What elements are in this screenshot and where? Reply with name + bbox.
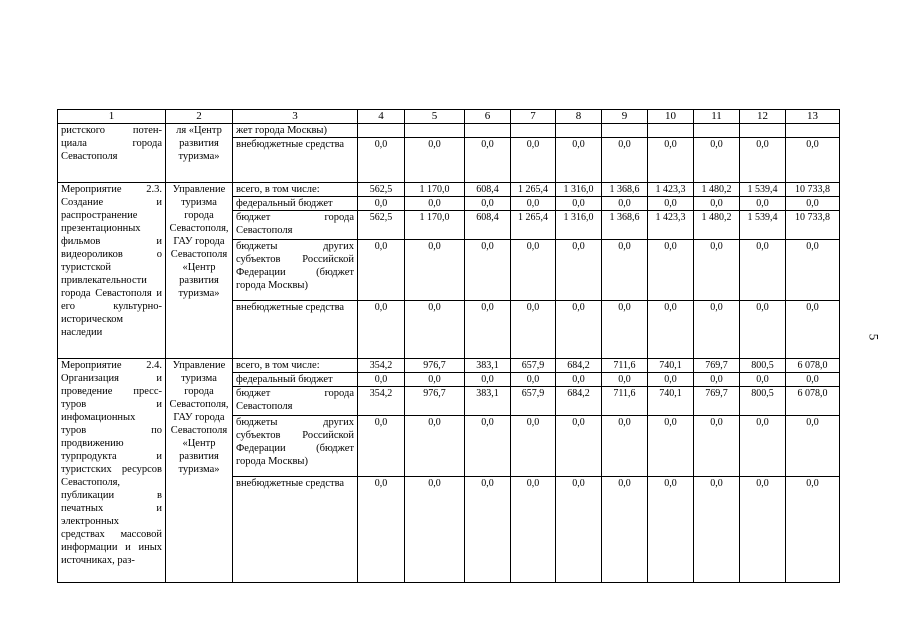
value-cell: 0,0 — [405, 138, 465, 183]
value-cell: 0,0 — [556, 240, 602, 301]
value-cell: 0,0 — [358, 477, 405, 583]
funding-source-cell: внебюджетные средства — [233, 138, 358, 183]
value-cell: 0,0 — [358, 373, 405, 387]
value-cell — [358, 124, 405, 138]
value-cell: 0,0 — [648, 373, 694, 387]
header-cell: 9 — [602, 110, 648, 124]
value-cell — [405, 124, 465, 138]
header-cell: 10 — [648, 110, 694, 124]
value-cell: 0,0 — [511, 240, 556, 301]
measure-cell: Мероприятие 2.3. Создание и распространение презентационных фильмов и видеороликов о туристской привлекательности города Севастополя и его культурно-историческом наследии — [58, 183, 166, 359]
value-cell: 0,0 — [694, 197, 740, 211]
value-cell: 0,0 — [511, 301, 556, 359]
value-cell: 0,0 — [694, 416, 740, 477]
value-cell — [465, 124, 511, 138]
value-cell: 0,0 — [465, 138, 511, 183]
value-cell: 0,0 — [602, 138, 648, 183]
value-cell: 0,0 — [556, 416, 602, 477]
value-cell: 0,0 — [405, 477, 465, 583]
value-cell: 0,0 — [786, 197, 840, 211]
value-cell — [786, 124, 840, 138]
funding-source-cell: внебюджетные средства — [233, 477, 358, 583]
header-cell: 13 — [786, 110, 840, 124]
header-cell: 1 — [58, 110, 166, 124]
value-cell: 0,0 — [405, 373, 465, 387]
executor-cell: Управление туризма города Севастополя, ГАУ города Севастополя «Центр развития туризма» — [166, 183, 233, 359]
funding-source-cell: внебюджетные средства — [233, 301, 358, 359]
value-cell: 1 265,4 — [511, 183, 556, 197]
value-cell: 562,5 — [358, 211, 405, 240]
value-cell — [602, 124, 648, 138]
value-cell: 0,0 — [556, 301, 602, 359]
value-cell: 0,0 — [511, 477, 556, 583]
header-cell: 5 — [405, 110, 465, 124]
value-cell: 1 170,0 — [405, 211, 465, 240]
value-cell: 0,0 — [405, 416, 465, 477]
funding-source-cell: бюджет города Севастополя — [233, 387, 358, 416]
header-cell: 7 — [511, 110, 556, 124]
value-cell: 0,0 — [602, 477, 648, 583]
value-cell: 383,1 — [465, 359, 511, 373]
value-cell: 608,4 — [465, 211, 511, 240]
value-cell: 0,0 — [358, 240, 405, 301]
value-cell: 0,0 — [786, 240, 840, 301]
value-cell: 0,0 — [511, 138, 556, 183]
value-cell: 6 078,0 — [786, 359, 840, 373]
value-cell: 0,0 — [358, 197, 405, 211]
value-cell — [511, 124, 556, 138]
value-cell: 0,0 — [358, 301, 405, 359]
funding-source-cell: всего, в том числе: — [233, 359, 358, 373]
value-cell: 1 480,2 — [694, 211, 740, 240]
table-row — [58, 359, 840, 373]
header-cell: 3 — [233, 110, 358, 124]
value-cell: 562,5 — [358, 183, 405, 197]
value-cell: 657,9 — [511, 359, 556, 373]
header-cell: 4 — [358, 110, 405, 124]
value-cell: 0,0 — [556, 373, 602, 387]
value-cell: 711,6 — [602, 359, 648, 373]
value-cell: 0,0 — [740, 240, 786, 301]
value-cell: 0,0 — [694, 138, 740, 183]
table-row — [58, 124, 840, 138]
value-cell: 0,0 — [465, 477, 511, 583]
value-cell: 769,7 — [694, 387, 740, 416]
value-cell: 10 733,8 — [786, 211, 840, 240]
value-cell: 0,0 — [786, 138, 840, 183]
header-cell: 2 — [166, 110, 233, 124]
value-cell: 0,0 — [694, 301, 740, 359]
value-cell — [694, 124, 740, 138]
value-cell: 1 539,4 — [740, 183, 786, 197]
value-cell: 0,0 — [405, 240, 465, 301]
value-cell: 0,0 — [648, 138, 694, 183]
funding-source-cell: всего, в том числе: — [233, 183, 358, 197]
value-cell: 0,0 — [786, 477, 840, 583]
value-cell: 0,0 — [602, 301, 648, 359]
funding-source-cell: бюджеты других субъектов Российской Федерации (бюджет города Москвы) — [233, 416, 358, 477]
value-cell: 0,0 — [648, 416, 694, 477]
value-cell: 0,0 — [740, 477, 786, 583]
value-cell: 0,0 — [740, 373, 786, 387]
value-cell: 684,2 — [556, 359, 602, 373]
program-table — [57, 109, 840, 583]
value-cell: 0,0 — [358, 416, 405, 477]
value-cell: 800,5 — [740, 359, 786, 373]
funding-source-cell: жет города Москвы) — [233, 124, 358, 138]
value-cell: 0,0 — [602, 373, 648, 387]
value-cell: 608,4 — [465, 183, 511, 197]
header-cell: 12 — [740, 110, 786, 124]
value-cell: 0,0 — [648, 240, 694, 301]
page-number: 5 — [866, 333, 882, 341]
funding-source-cell: бюджет города Севастополя — [233, 211, 358, 240]
value-cell: 0,0 — [648, 197, 694, 211]
value-cell: 0,0 — [465, 301, 511, 359]
value-cell: 711,6 — [602, 387, 648, 416]
value-cell: 1 170,0 — [405, 183, 465, 197]
value-cell: 383,1 — [465, 387, 511, 416]
value-cell: 800,5 — [740, 387, 786, 416]
value-cell: 0,0 — [602, 416, 648, 477]
value-cell: 769,7 — [694, 359, 740, 373]
value-cell: 354,2 — [358, 359, 405, 373]
value-cell: 0,0 — [465, 416, 511, 477]
value-cell — [556, 124, 602, 138]
measure-cell: ристского потен- циала города Севастополя — [58, 124, 166, 183]
value-cell: 0,0 — [694, 373, 740, 387]
value-cell: 0,0 — [465, 240, 511, 301]
value-cell: 0,0 — [556, 197, 602, 211]
table-row — [58, 183, 840, 197]
executor-cell: Управление туризма города Севастополя, ГАУ города Севастополя «Центр развития туризма» — [166, 359, 233, 583]
funding-source-cell: бюджеты других субъектов Российской Федерации (бюджет города Москвы) — [233, 240, 358, 301]
header-row — [58, 110, 840, 124]
value-cell: 0,0 — [511, 416, 556, 477]
value-cell: 1 368,6 — [602, 183, 648, 197]
value-cell: 0,0 — [648, 301, 694, 359]
value-cell: 0,0 — [405, 301, 465, 359]
value-cell: 0,0 — [786, 373, 840, 387]
value-cell: 1 265,4 — [511, 211, 556, 240]
value-cell: 0,0 — [405, 197, 465, 211]
header-cell: 8 — [556, 110, 602, 124]
value-cell: 0,0 — [740, 301, 786, 359]
value-cell: 1 316,0 — [556, 211, 602, 240]
value-cell: 0,0 — [511, 373, 556, 387]
value-cell: 10 733,8 — [786, 183, 840, 197]
value-cell: 354,2 — [358, 387, 405, 416]
value-cell: 0,0 — [602, 197, 648, 211]
value-cell: 0,0 — [740, 197, 786, 211]
value-cell: 1 423,3 — [648, 211, 694, 240]
value-cell: 0,0 — [740, 138, 786, 183]
value-cell: 0,0 — [694, 477, 740, 583]
value-cell: 6 078,0 — [786, 387, 840, 416]
value-cell: 0,0 — [358, 138, 405, 183]
value-cell: 0,0 — [740, 416, 786, 477]
value-cell: 657,9 — [511, 387, 556, 416]
value-cell: 740,1 — [648, 387, 694, 416]
header-cell: 11 — [694, 110, 740, 124]
value-cell: 976,7 — [405, 359, 465, 373]
value-cell: 1 423,3 — [648, 183, 694, 197]
value-cell: 0,0 — [648, 477, 694, 583]
value-cell: 976,7 — [405, 387, 465, 416]
value-cell — [740, 124, 786, 138]
value-cell: 0,0 — [511, 197, 556, 211]
value-cell: 0,0 — [694, 240, 740, 301]
value-cell: 0,0 — [465, 197, 511, 211]
value-cell: 0,0 — [786, 301, 840, 359]
value-cell: 0,0 — [786, 416, 840, 477]
value-cell: 0,0 — [556, 477, 602, 583]
value-cell: 0,0 — [602, 240, 648, 301]
measure-cell: Мероприятие 2.4. Организация и проведение пресс-туров и инфомационных туров по продвижению турпродукта и туристских ресурсов Севастополя, публикации в печатных и электронных средствах массовой информации и иных источниках, раз- — [58, 359, 166, 583]
executor-cell: ля «Центр развития туризма» — [166, 124, 233, 183]
value-cell: 1 316,0 — [556, 183, 602, 197]
value-cell: 1 539,4 — [740, 211, 786, 240]
funding-source-cell: федеральный бюджет — [233, 373, 358, 387]
header-cell: 6 — [465, 110, 511, 124]
funding-source-cell: федеральный бюджет — [233, 197, 358, 211]
value-cell: 684,2 — [556, 387, 602, 416]
value-cell — [648, 124, 694, 138]
value-cell: 740,1 — [648, 359, 694, 373]
value-cell: 1 368,6 — [602, 211, 648, 240]
value-cell: 0,0 — [556, 138, 602, 183]
value-cell: 1 480,2 — [694, 183, 740, 197]
value-cell: 0,0 — [465, 373, 511, 387]
